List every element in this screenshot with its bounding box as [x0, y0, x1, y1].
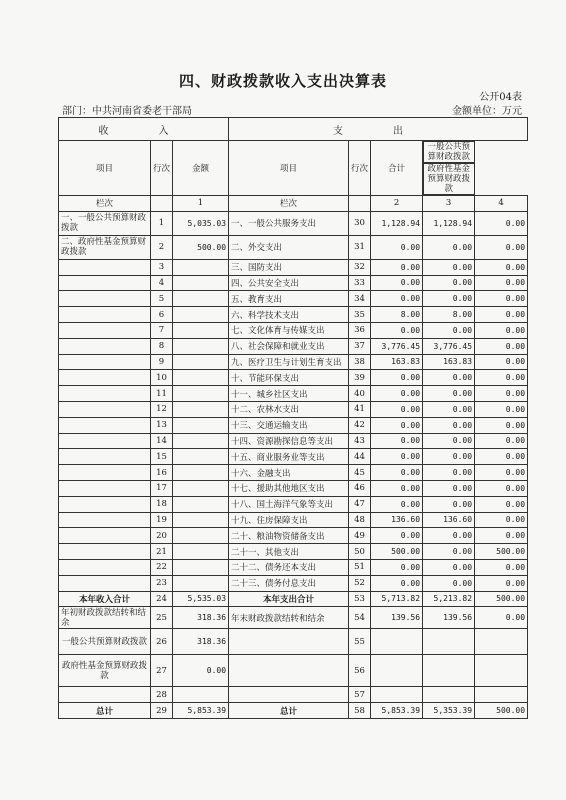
income-amount-cell: [173, 275, 229, 291]
expense-item-cell: 七、文化体育与传媒支出: [229, 322, 349, 338]
income-item-cell: 政府性基金预算财政拨款: [59, 655, 151, 687]
income-row-no-cell: 27: [151, 655, 173, 687]
lanci-label: 栏次: [229, 196, 349, 212]
table-row: [59, 465, 528, 481]
table-row: [59, 401, 528, 417]
general-budget-cell: 3,776.45: [423, 338, 475, 354]
table-row: [59, 322, 528, 338]
general-budget-cell: 0.00: [423, 496, 475, 512]
gov-fund-cell: 0.00: [475, 512, 528, 528]
total-cell: 0.00: [371, 401, 423, 417]
income-item-cell: [59, 465, 151, 481]
general-budget-cell: 0.00: [423, 449, 475, 465]
lanci-4: 4: [475, 196, 528, 212]
income-amount-cell: 5,035.03: [173, 211, 229, 235]
gov-fund-cell: 0.00: [475, 417, 528, 433]
gov-fund-cell: 0.00: [475, 386, 528, 402]
income-amount-cell: 318.36: [173, 629, 229, 655]
general-budget-cell: 0.00: [423, 559, 475, 575]
col-income-amount: 金额: [173, 141, 229, 196]
general-budget-cell: 0.00: [423, 291, 475, 307]
general-budget-cell: 0.00: [423, 480, 475, 496]
total-cell: 0.00: [371, 417, 423, 433]
general-budget-cell: 1,128.94: [423, 211, 475, 235]
general-budget-cell: 0.00: [423, 275, 475, 291]
table-row: [59, 607, 528, 629]
expense-row-no-cell: 57: [349, 687, 371, 703]
income-item-cell: [59, 354, 151, 370]
income-row-no-cell: 14: [151, 433, 173, 449]
table-row: [59, 655, 528, 687]
total-cell: 139.56: [371, 607, 423, 629]
total-cell: [371, 655, 423, 687]
gov-fund-cell: 0.00: [475, 575, 528, 591]
income-row-no-cell: 6: [151, 307, 173, 323]
total-cell: 0.00: [371, 575, 423, 591]
table-row: [59, 354, 528, 370]
income-amount-cell: [173, 291, 229, 307]
col-income-item: 项目: [59, 141, 151, 196]
income-row-no-cell: 4: [151, 275, 173, 291]
income-amount-cell: 5,853.39: [173, 703, 229, 719]
expense-row-no-cell: 53: [349, 591, 371, 607]
general-budget-cell: 0.00: [423, 259, 475, 275]
table-row: [59, 433, 528, 449]
col-expense-item: 项目: [229, 141, 349, 196]
income-row-no-cell: 9: [151, 354, 173, 370]
general-budget-cell: 163.83: [423, 354, 475, 370]
table-row: [59, 370, 528, 386]
income-amount-cell: [173, 512, 229, 528]
income-row-no-cell: 17: [151, 480, 173, 496]
total-cell: 1,128.94: [371, 211, 423, 235]
lanci-3: 3: [423, 196, 475, 212]
general-budget-cell: 0.00: [423, 386, 475, 402]
income-amount-cell: [173, 528, 229, 544]
general-budget-cell: 139.56: [423, 607, 475, 629]
expense-item-cell: 十七、援助其他地区支出: [229, 480, 349, 496]
total-cell: 0.00: [371, 235, 423, 259]
income-item-cell: [59, 291, 151, 307]
income-row-no-cell: 1: [151, 211, 173, 235]
expense-item-cell: 十五、商业服务业等支出: [229, 449, 349, 465]
income-amount-cell: [173, 322, 229, 338]
total-cell: 5,713.82: [371, 591, 423, 607]
table-row: [59, 259, 528, 275]
expense-item-cell: 二十三、债务付息支出: [229, 575, 349, 591]
gov-fund-cell: 0.00: [475, 259, 528, 275]
income-item-cell: [59, 544, 151, 560]
income-item-cell: [59, 417, 151, 433]
gov-fund-cell: 500.00: [475, 591, 528, 607]
table-row: [59, 591, 528, 607]
expense-item-cell: 六、科学技术支出: [229, 307, 349, 323]
table-row: [59, 496, 528, 512]
income-item-cell: 二、政府性基金预算财政拨款: [59, 235, 151, 259]
income-item-cell: [59, 322, 151, 338]
income-row-no-cell: 2: [151, 235, 173, 259]
total-cell: 163.83: [371, 354, 423, 370]
income-amount-cell: [173, 259, 229, 275]
expense-row-no-cell: 41: [349, 401, 371, 417]
expense-row-no-cell: 51: [349, 559, 371, 575]
gov-fund-cell: [475, 655, 528, 687]
table-row: [59, 559, 528, 575]
income-item-cell: 一、一般公共预算财政拨款: [59, 211, 151, 235]
col-total: 合计: [371, 141, 423, 196]
income-item-cell: [59, 559, 151, 575]
expense-item-cell: 十四、资源勘探信息等支出: [229, 433, 349, 449]
total-cell: 0.00: [371, 465, 423, 481]
income-item-cell: [59, 512, 151, 528]
general-budget-cell: 0.00: [423, 370, 475, 386]
income-item-cell: [59, 338, 151, 354]
gov-fund-cell: 0.00: [475, 370, 528, 386]
table-row: [59, 703, 528, 719]
table-row: [59, 575, 528, 591]
expense-row-no-cell: 32: [349, 259, 371, 275]
expense-item-cell: 十一、城乡社区支出: [229, 386, 349, 402]
income-row-no-cell: 23: [151, 575, 173, 591]
income-amount-cell: [173, 480, 229, 496]
general-budget-cell: 0.00: [423, 528, 475, 544]
table-row: [59, 449, 528, 465]
total-cell: 0.00: [371, 496, 423, 512]
income-amount-cell: [173, 338, 229, 354]
unit-label: 金额单位：万元: [452, 106, 522, 117]
general-budget-cell: [423, 655, 475, 687]
income-amount-cell: [173, 465, 229, 481]
income-item-cell: [59, 275, 151, 291]
income-row-no-cell: 5: [151, 291, 173, 307]
expense-item-cell: 十二、农林水支出: [229, 401, 349, 417]
general-budget-cell: 0.00: [423, 417, 475, 433]
gov-fund-cell: 0.00: [475, 291, 528, 307]
total-cell: 0.00: [371, 449, 423, 465]
income-row-no-cell: 25: [151, 607, 173, 629]
table-row: [59, 235, 528, 259]
table-row: [59, 338, 528, 354]
total-cell: [371, 687, 423, 703]
income-item-cell: [59, 575, 151, 591]
income-item-cell: [59, 401, 151, 417]
table-row: [59, 386, 528, 402]
total-cell: 0.00: [371, 370, 423, 386]
income-amount-cell: [173, 386, 229, 402]
expense-item-cell: 二十一、其他支出: [229, 544, 349, 560]
income-item-cell: [59, 528, 151, 544]
expense-item-cell: 十八、国土海洋气象等支出: [229, 496, 349, 512]
income-row-no-cell: 11: [151, 386, 173, 402]
general-budget-cell: 0.00: [423, 401, 475, 417]
income-item-cell: 一般公共预算财政拨款: [59, 629, 151, 655]
income-header: 收 入: [59, 118, 229, 141]
total-cell: 136.60: [371, 512, 423, 528]
expense-row-no-cell: 43: [349, 433, 371, 449]
expense-item-cell: [229, 655, 349, 687]
gov-fund-cell: 0.00: [475, 496, 528, 512]
expense-item-cell: 十三、交通运输支出: [229, 417, 349, 433]
expense-row-no-cell: 42: [349, 417, 371, 433]
income-item-cell: [59, 433, 151, 449]
general-budget-cell: [423, 629, 475, 655]
expense-item-cell: 一、一般公共服务支出: [229, 211, 349, 235]
income-item-cell: [59, 307, 151, 323]
total-cell: [371, 629, 423, 655]
income-row-no-cell: 18: [151, 496, 173, 512]
expense-row-no-cell: 31: [349, 235, 371, 259]
income-row-no-cell: 15: [151, 449, 173, 465]
general-budget-cell: 5,213.82: [423, 591, 475, 607]
expense-item-cell: 八、社会保障和就业支出: [229, 338, 349, 354]
income-row-no-cell: 7: [151, 322, 173, 338]
expense-row-no-cell: 50: [349, 544, 371, 560]
expense-row-no-cell: 45: [349, 465, 371, 481]
expense-item-cell: 十、节能环保支出: [229, 370, 349, 386]
income-item-cell: [59, 496, 151, 512]
table-row: [59, 275, 528, 291]
expense-item-cell: 二十二、债务还本支出: [229, 559, 349, 575]
expense-item-cell: 三、国防支出: [229, 259, 349, 275]
income-item-cell: [59, 687, 151, 703]
gov-fund-cell: 0.00: [475, 401, 528, 417]
income-row-no-cell: 13: [151, 417, 173, 433]
expense-row-no-cell: 52: [349, 575, 371, 591]
income-row-no-cell: 21: [151, 544, 173, 560]
income-row-no-cell: 10: [151, 370, 173, 386]
lanci-1: 1: [173, 196, 229, 212]
income-row-no-cell: 16: [151, 465, 173, 481]
income-amount-cell: 318.36: [173, 607, 229, 629]
income-row-no-cell: 8: [151, 338, 173, 354]
income-row-no-cell: 12: [151, 401, 173, 417]
budget-table: [58, 117, 528, 719]
expense-row-no-cell: 48: [349, 512, 371, 528]
total-cell: 0.00: [371, 259, 423, 275]
total-cell: 500.00: [371, 544, 423, 560]
gov-fund-cell: 0.00: [475, 354, 528, 370]
expense-item-cell: 二、外交支出: [229, 235, 349, 259]
gov-fund-cell: 0.00: [475, 211, 528, 235]
expense-item-cell: 十六、金融支出: [229, 465, 349, 481]
gov-fund-cell: 0.00: [475, 559, 528, 575]
income-row-no-cell: 3: [151, 259, 173, 275]
expense-item-cell: 本年支出合计: [229, 591, 349, 607]
lanci-2: 2: [371, 196, 423, 212]
income-amount-cell: [173, 401, 229, 417]
total-cell: 0.00: [371, 528, 423, 544]
expense-row-no-cell: 33: [349, 275, 371, 291]
table-row: [59, 687, 528, 703]
table-row: [59, 528, 528, 544]
income-amount-cell: [173, 449, 229, 465]
expense-item-cell: 四、公共安全支出: [229, 275, 349, 291]
table-row: [59, 211, 528, 235]
general-budget-cell: 0.00: [423, 322, 475, 338]
expense-row-no-cell: 56: [349, 655, 371, 687]
total-cell: 5,853.39: [371, 703, 423, 719]
income-amount-cell: [173, 354, 229, 370]
income-amount-cell: [173, 575, 229, 591]
income-item-cell: 总计: [59, 703, 151, 719]
income-row-no-cell: 19: [151, 512, 173, 528]
total-cell: 0.00: [371, 322, 423, 338]
expense-item-cell: [229, 629, 349, 655]
expense-item-cell: 九、医疗卫生与计划生育支出: [229, 354, 349, 370]
expense-row-no-cell: 37: [349, 338, 371, 354]
col-general-budget: 一般公共预算财政拨款: [423, 141, 475, 163]
general-budget-cell: 0.00: [423, 575, 475, 591]
income-amount-cell: 500.00: [173, 235, 229, 259]
table-row: [59, 417, 528, 433]
income-item-cell: [59, 386, 151, 402]
expense-row-no-cell: 44: [349, 449, 371, 465]
gov-fund-cell: 500.00: [475, 703, 528, 719]
page-title: 四、财政拨款收入支出决算表: [178, 72, 387, 90]
expense-header: 支 出: [229, 118, 528, 141]
col-expense-row-no: 行次: [349, 141, 371, 196]
income-row-no-cell: 29: [151, 703, 173, 719]
income-amount-cell: [173, 433, 229, 449]
gov-fund-cell: 500.00: [475, 544, 528, 560]
gov-fund-cell: 0.00: [475, 322, 528, 338]
income-row-no-cell: 20: [151, 528, 173, 544]
income-amount-cell: 5,535.03: [173, 591, 229, 607]
table-row: [59, 480, 528, 496]
expense-row-no-cell: 38: [349, 354, 371, 370]
table-row: [59, 291, 528, 307]
income-row-no-cell: 26: [151, 629, 173, 655]
gov-fund-cell: 0.00: [475, 449, 528, 465]
expense-row-no-cell: 34: [349, 291, 371, 307]
expense-row-no-cell: 30: [349, 211, 371, 235]
general-budget-cell: 0.00: [423, 465, 475, 481]
total-cell: 0.00: [371, 291, 423, 307]
income-amount-cell: [173, 307, 229, 323]
table-row: [59, 629, 528, 655]
general-budget-cell: 8.00: [423, 307, 475, 323]
general-budget-cell: 0.00: [423, 544, 475, 560]
expense-item-cell: [229, 687, 349, 703]
income-amount-cell: [173, 559, 229, 575]
total-cell: 0.00: [371, 386, 423, 402]
total-cell: 0.00: [371, 275, 423, 291]
total-cell: 0.00: [371, 433, 423, 449]
expense-item-cell: 总计: [229, 703, 349, 719]
general-budget-cell: 5,353.39: [423, 703, 475, 719]
income-item-cell: [59, 480, 151, 496]
col-income-row-no: 行次: [151, 141, 173, 196]
income-item-cell: [59, 259, 151, 275]
gov-fund-cell: 0.00: [475, 465, 528, 481]
gov-fund-cell: 0.00: [475, 338, 528, 354]
income-row-no-cell: 22: [151, 559, 173, 575]
expense-row-no-cell: 39: [349, 370, 371, 386]
gov-fund-cell: 0.00: [475, 307, 528, 323]
expense-item-cell: 年末财政拨款结转和结余: [229, 607, 349, 629]
lanci-label: 栏次: [59, 196, 151, 212]
income-item-cell: [59, 370, 151, 386]
income-amount-cell: [173, 496, 229, 512]
total-cell: 0.00: [371, 559, 423, 575]
expense-item-cell: 十九、住房保障支出: [229, 512, 349, 528]
income-amount-cell: [173, 417, 229, 433]
expense-row-no-cell: 35: [349, 307, 371, 323]
expense-row-no-cell: 54: [349, 607, 371, 629]
income-item-cell: 年初财政拨款结转和结余: [59, 607, 151, 629]
expense-row-no-cell: 40: [349, 386, 371, 402]
expense-row-no-cell: 47: [349, 496, 371, 512]
general-budget-cell: [423, 687, 475, 703]
gov-fund-cell: 0.00: [475, 275, 528, 291]
gov-fund-cell: [475, 687, 528, 703]
gov-fund-cell: 0.00: [475, 607, 528, 629]
table-row: [59, 544, 528, 560]
table-row: [59, 512, 528, 528]
income-row-no-cell: 28: [151, 687, 173, 703]
gov-fund-cell: 0.00: [475, 235, 528, 259]
gov-fund-cell: 0.00: [475, 480, 528, 496]
expense-row-no-cell: 58: [349, 703, 371, 719]
income-item-cell: 本年收入合计: [59, 591, 151, 607]
col-gov-fund: 政府性基金预算财政拨款: [423, 163, 475, 195]
income-amount-cell: [173, 687, 229, 703]
income-amount-cell: [173, 370, 229, 386]
expense-row-no-cell: 36: [349, 322, 371, 338]
income-amount-cell: 0.00: [173, 655, 229, 687]
expense-row-no-cell: 49: [349, 528, 371, 544]
table-row: [59, 307, 528, 323]
income-row-no-cell: 24: [151, 591, 173, 607]
total-cell: 8.00: [371, 307, 423, 323]
form-number: 公开04表: [479, 92, 522, 103]
gov-fund-cell: 0.00: [475, 433, 528, 449]
department-label: 部门：中共河南省委老干部局: [62, 106, 192, 117]
expense-item-cell: 二十、粮油物资储备支出: [229, 528, 349, 544]
total-cell: 0.00: [371, 480, 423, 496]
income-amount-cell: [173, 544, 229, 560]
total-cell: 3,776.45: [371, 338, 423, 354]
gov-fund-cell: 0.00: [475, 528, 528, 544]
general-budget-cell: 136.60: [423, 512, 475, 528]
gov-fund-cell: [475, 629, 528, 655]
income-item-cell: [59, 449, 151, 465]
expense-row-no-cell: 46: [349, 480, 371, 496]
expense-item-cell: 五、教育支出: [229, 291, 349, 307]
general-budget-cell: 0.00: [423, 235, 475, 259]
expense-row-no-cell: 55: [349, 629, 371, 655]
general-budget-cell: 0.00: [423, 433, 475, 449]
